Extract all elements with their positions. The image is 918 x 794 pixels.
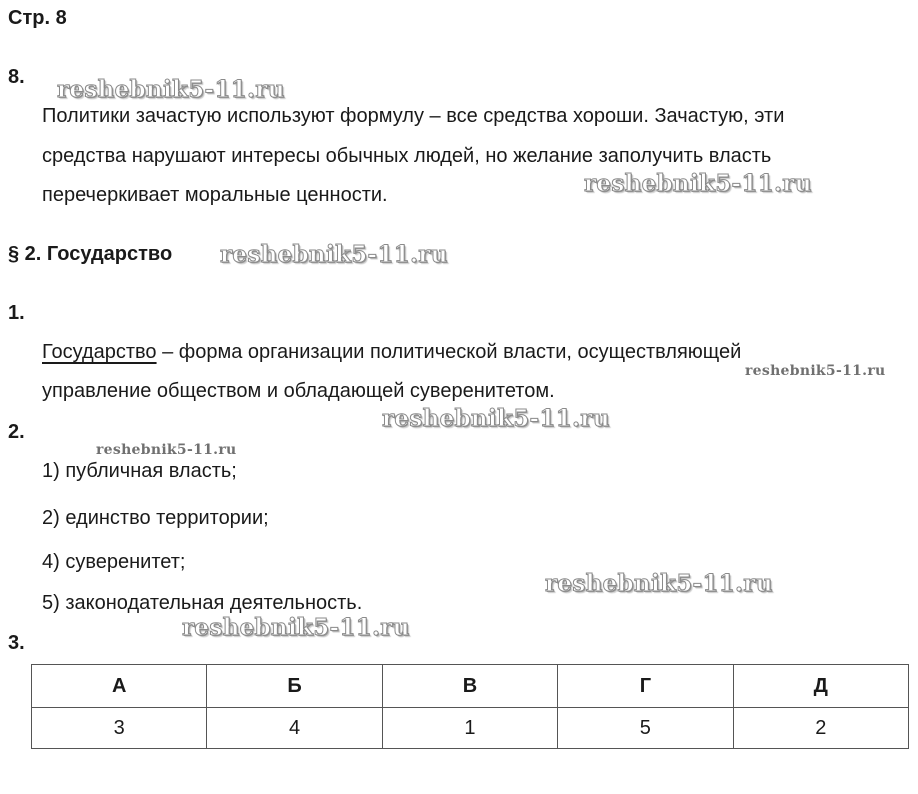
watermark-8: reshebnik5-11.ru xyxy=(182,614,410,641)
table-header-cell: Г xyxy=(558,665,733,708)
term-underlined: Государство xyxy=(42,341,157,363)
task-8-number: 8. xyxy=(8,66,25,88)
watermark-4: reshebnik5-11.ru xyxy=(745,363,886,379)
task-8-line-1: Политики зачастую используют формулу – все средства хороши. Зачастую, эти xyxy=(42,105,785,127)
table-cell: 3 xyxy=(32,708,207,749)
task-2-item-2: 2) единство территории; xyxy=(42,507,269,529)
section-title: § 2. Государство xyxy=(8,243,173,265)
table-header-cell: В xyxy=(382,665,557,708)
task-3-number: 3. xyxy=(8,632,25,654)
watermark-1: reshebnik5-11.ru xyxy=(57,76,285,103)
table-header-cell: Б xyxy=(207,665,382,708)
watermark-7: reshebnik5-11.ru xyxy=(545,570,773,597)
page-label: Стр. 8 xyxy=(8,7,67,29)
table-cell: 4 xyxy=(207,708,382,749)
task-2-item-3: 4) суверенитет; xyxy=(42,551,186,573)
table-cell: 2 xyxy=(733,708,908,749)
task-8-line-2: средства нарушают интересы обычных людей, но желание заполучить власть xyxy=(42,145,772,167)
table-header-cell: Д xyxy=(733,665,908,708)
watermark-3: reshebnik5-11.ru xyxy=(220,241,448,268)
task-2-number: 2. xyxy=(8,421,25,443)
table-header-row xyxy=(32,665,909,708)
watermark-6: reshebnik5-11.ru xyxy=(96,442,237,458)
watermark-2: reshebnik5-11.ru xyxy=(584,170,812,197)
table-row xyxy=(32,708,909,749)
task-2-item-4: 5) законодательная деятельность. xyxy=(42,592,363,614)
task-1-definition: – форма организации политической власти, осуществляющей xyxy=(156,341,742,363)
task-1-line-2: управление обществом и обладающей суверенитетом. xyxy=(42,380,555,402)
watermark-5: reshebnik5-11.ru xyxy=(382,405,610,432)
task-1-number: 1. xyxy=(8,302,25,324)
task-8-line-3: перечеркивает моральные ценности. xyxy=(42,184,388,206)
task-2-item-1: 1) публичная власть; xyxy=(42,460,237,482)
task-1-line-1 xyxy=(42,342,741,362)
table-header-cell: А xyxy=(32,665,207,708)
table-cell: 1 xyxy=(382,708,557,749)
answer-table xyxy=(31,664,909,749)
table-cell: 5 xyxy=(558,708,733,749)
